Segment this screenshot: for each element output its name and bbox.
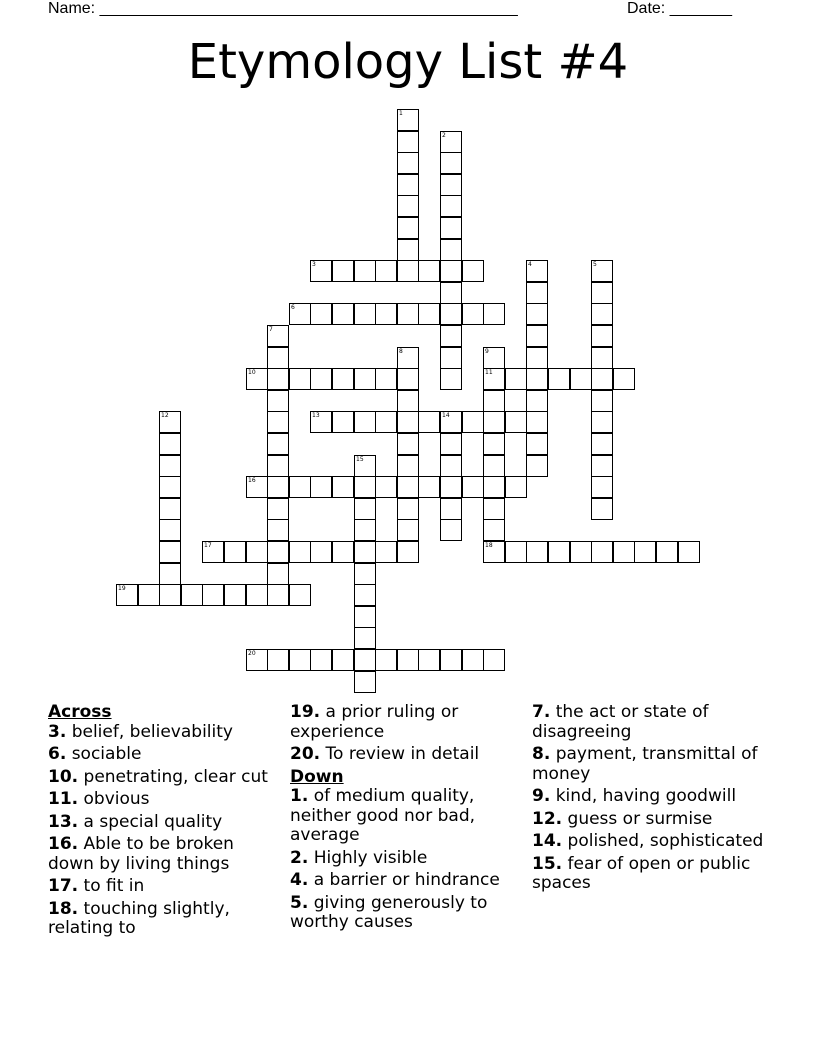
grid-cell[interactable] [591, 541, 613, 563]
grid-cell[interactable] [397, 390, 419, 412]
grid-cell[interactable] [570, 368, 592, 390]
grid-cell[interactable] [375, 303, 397, 325]
grid-cell[interactable] [505, 541, 527, 563]
grid-cell[interactable] [526, 455, 548, 477]
clue-number: 7. [532, 702, 551, 722]
grid-cell[interactable] [440, 282, 462, 304]
grid-cell[interactable] [289, 584, 311, 606]
grid-cell[interactable] [332, 368, 354, 390]
clue-across-3 [48, 723, 273, 743]
grid-cell[interactable] [505, 476, 527, 498]
grid-cell[interactable] [267, 433, 289, 455]
grid-cell[interactable] [289, 476, 311, 498]
clue-text: of medium quality, neither good nor bad, average [290, 786, 476, 845]
grid-cell[interactable] [246, 476, 268, 498]
grid-cell[interactable] [526, 347, 548, 369]
grid-cell[interactable] [548, 368, 570, 390]
grid-cell[interactable] [440, 152, 462, 174]
grid-cell-number: 4 [528, 261, 532, 268]
grid-cell[interactable] [310, 260, 332, 282]
grid-cell[interactable] [483, 303, 505, 325]
grid-cell[interactable] [397, 195, 419, 217]
clue-text: touching slightly, relating to [48, 898, 230, 938]
clue-across-10 [48, 768, 273, 788]
grid-cell[interactable] [159, 541, 181, 563]
clue-text: fear of open or public spaces [532, 853, 751, 893]
grid-cell[interactable] [440, 498, 462, 520]
clue-number: 19. [290, 702, 321, 722]
clue-across-13 [48, 813, 273, 833]
grid-cell[interactable] [462, 411, 484, 433]
clue-text: kind, having goodwill [550, 786, 737, 806]
grid-cell-number: 5 [593, 261, 597, 268]
grid-cell[interactable] [418, 476, 440, 498]
grid-cell[interactable] [354, 671, 376, 693]
date-field-label: Date: _______ [627, 0, 732, 17]
clue-text: Highly visible [308, 847, 428, 868]
clue-text: Able to be broken down by living things [48, 834, 234, 874]
grid-cell[interactable] [354, 649, 376, 671]
grid-cell[interactable] [267, 455, 289, 477]
across-heading: Across [48, 702, 112, 722]
grid-cell-number: 6 [291, 304, 295, 311]
grid-cell[interactable] [570, 541, 592, 563]
grid-cell[interactable] [526, 390, 548, 412]
grid-cell[interactable] [354, 476, 376, 498]
grid-cell[interactable] [483, 498, 505, 520]
grid-cell[interactable] [354, 368, 376, 390]
grid-cell[interactable] [375, 411, 397, 433]
grid-cell[interactable] [526, 433, 548, 455]
grid-cell-number: 17 [204, 542, 212, 549]
clue-across-16 [48, 835, 273, 874]
grid-cell[interactable] [591, 455, 613, 477]
grid-cell[interactable] [159, 563, 181, 585]
grid-cell[interactable] [591, 368, 613, 390]
grid-cell[interactable] [202, 541, 224, 563]
grid-cell-number: 2 [442, 132, 446, 139]
grid-cell[interactable] [656, 541, 678, 563]
grid-cell[interactable] [332, 649, 354, 671]
grid-cell-number: 1 [399, 110, 403, 117]
grid-cell[interactable] [375, 541, 397, 563]
grid-cell[interactable] [483, 368, 505, 390]
grid-cell[interactable] [440, 347, 462, 369]
grid-cell[interactable] [354, 606, 376, 628]
clue-number: 6. [48, 744, 67, 764]
grid-cell[interactable] [483, 519, 505, 541]
grid-cell[interactable] [526, 541, 548, 563]
grid-cell[interactable] [267, 563, 289, 585]
grid-cell[interactable] [397, 152, 419, 174]
grid-cell[interactable] [418, 303, 440, 325]
grid-cell[interactable] [159, 455, 181, 477]
grid-cell[interactable] [483, 347, 505, 369]
grid-cell[interactable] [440, 649, 462, 671]
grid-cell[interactable] [548, 541, 570, 563]
grid-cell-number: 7 [269, 326, 273, 333]
grid-cell[interactable] [440, 174, 462, 196]
clue-down-5 [290, 894, 515, 933]
clue-text: the act or state of disagreeing [532, 702, 709, 742]
clue-text: to fit in [78, 876, 145, 896]
grid-cell[interactable] [397, 347, 419, 369]
grid-cell[interactable] [462, 476, 484, 498]
grid-cell[interactable] [246, 368, 268, 390]
grid-cell[interactable] [591, 433, 613, 455]
grid-cell[interactable] [483, 541, 505, 563]
grid-cell[interactable] [591, 411, 613, 433]
page-title: Etymology List #4 [187, 34, 629, 90]
grid-cell[interactable] [289, 368, 311, 390]
grid-cell[interactable] [267, 541, 289, 563]
clue-number: 15. [532, 853, 563, 874]
clue-down-12 [532, 810, 772, 830]
name-field-label: Name: _______________________________________________ [48, 0, 518, 17]
grid-cell[interactable] [116, 584, 138, 606]
grid-cell[interactable] [526, 282, 548, 304]
clue-down-4 [290, 871, 515, 891]
grid-cell[interactable] [505, 368, 527, 390]
grid-cell[interactable] [267, 411, 289, 433]
grid-cell[interactable] [418, 649, 440, 671]
grid-cell[interactable] [397, 411, 419, 433]
clues-column-3 [532, 703, 772, 897]
grid-cell[interactable] [634, 541, 656, 563]
grid-cell[interactable] [591, 282, 613, 304]
grid-cell[interactable] [159, 584, 181, 606]
grid-cell[interactable] [181, 584, 203, 606]
clue-text: a special quality [78, 811, 223, 832]
grid-cell[interactable] [267, 498, 289, 520]
clue-across-11 [48, 790, 273, 810]
grid-cell[interactable] [440, 325, 462, 347]
grid-cell[interactable] [440, 131, 462, 153]
clue-text: guess or surmise [562, 808, 713, 829]
grid-cell[interactable] [224, 584, 246, 606]
clue-across-20 [290, 745, 515, 765]
grid-cell[interactable] [462, 260, 484, 282]
grid-cell[interactable] [483, 411, 505, 433]
grid-cell[interactable] [483, 476, 505, 498]
clue-text: penetrating, clear cut [78, 766, 268, 787]
grid-cell[interactable] [440, 368, 462, 390]
clue-number: 14. [532, 831, 563, 851]
clue-down-15 [532, 855, 772, 894]
grid-cell[interactable] [310, 476, 332, 498]
grid-cell[interactable] [267, 325, 289, 347]
grid-cell-number: 16 [248, 477, 256, 484]
grid-cell[interactable] [591, 347, 613, 369]
clue-number: 10. [48, 766, 79, 787]
clue-across-6 [48, 745, 273, 765]
grid-cell[interactable] [678, 541, 700, 563]
grid-cell[interactable] [591, 303, 613, 325]
grid-cell[interactable] [159, 519, 181, 541]
grid-cell[interactable] [267, 368, 289, 390]
clue-down-7 [532, 703, 772, 742]
grid-cell[interactable] [591, 476, 613, 498]
grid-cell[interactable] [310, 649, 332, 671]
grid-cell[interactable] [397, 368, 419, 390]
clue-text: polished, sophisticated [562, 831, 764, 851]
grid-cell[interactable] [613, 541, 635, 563]
grid-cell[interactable] [267, 649, 289, 671]
grid-cell[interactable] [375, 476, 397, 498]
grid-cell[interactable] [397, 174, 419, 196]
grid-cell[interactable] [591, 260, 613, 282]
grid-cell[interactable] [267, 347, 289, 369]
grid-cell[interactable] [354, 584, 376, 606]
grid-cell[interactable] [354, 519, 376, 541]
grid-cell[interactable] [289, 541, 311, 563]
grid-cell[interactable] [397, 519, 419, 541]
grid-cell[interactable] [483, 390, 505, 412]
clue-number: 20. [290, 744, 321, 764]
clue-number: 9. [532, 786, 551, 806]
grid-cell[interactable] [591, 498, 613, 520]
clue-across-19 [290, 703, 515, 742]
grid-cell[interactable] [526, 325, 548, 347]
grid-cell[interactable] [397, 239, 419, 261]
grid-cell[interactable] [354, 541, 376, 563]
grid-cell[interactable] [375, 649, 397, 671]
clue-down-2 [290, 849, 515, 869]
clue-text: obvious [78, 789, 150, 809]
grid-cell[interactable] [397, 217, 419, 239]
clue-text: belief, believability [66, 721, 233, 742]
grid-cell[interactable] [526, 260, 548, 282]
grid-cell[interactable] [289, 303, 311, 325]
clue-text: a prior ruling or experience [290, 702, 459, 742]
grid-cell-number: 10 [248, 369, 256, 376]
grid-cell[interactable] [483, 649, 505, 671]
clues-column-2 [290, 703, 515, 936]
grid-cell[interactable] [440, 476, 462, 498]
grid-cell[interactable] [138, 584, 160, 606]
clue-text: a barrier or hindrance [308, 870, 500, 890]
grid-cell-number: 9 [485, 348, 489, 355]
grid-cell[interactable] [375, 260, 397, 282]
grid-cell[interactable] [613, 368, 635, 390]
grid-cell[interactable] [440, 195, 462, 217]
clue-number: 2. [290, 847, 309, 868]
clue-text: To review in detail [320, 744, 480, 764]
clue-down-8 [532, 745, 772, 784]
grid-cell[interactable] [505, 411, 527, 433]
grid-cell-number: 8 [399, 348, 403, 355]
grid-cell[interactable] [418, 260, 440, 282]
grid-cell[interactable] [397, 109, 419, 131]
clue-number: 18. [48, 898, 79, 919]
clue-number: 11. [48, 789, 79, 809]
grid-cell[interactable] [440, 239, 462, 261]
grid-cell[interactable] [397, 455, 419, 477]
grid-cell[interactable] [310, 368, 332, 390]
grid-cell[interactable] [354, 303, 376, 325]
grid-cell[interactable] [332, 476, 354, 498]
clue-text: payment, transmittal of money [532, 744, 758, 784]
grid-cell-number: 19 [118, 585, 126, 592]
clue-number: 17. [48, 876, 79, 896]
clue-down-9 [532, 787, 772, 807]
grid-cell[interactable] [526, 303, 548, 325]
grid-cell[interactable] [440, 519, 462, 541]
grid-cell[interactable] [159, 498, 181, 520]
clue-number: 3. [48, 721, 67, 742]
grid-cell[interactable] [462, 649, 484, 671]
grid-cell[interactable] [159, 433, 181, 455]
grid-cell[interactable] [332, 541, 354, 563]
clue-text: giving generously to worthy causes [290, 892, 488, 932]
grid-cell[interactable] [462, 303, 484, 325]
grid-cell[interactable] [440, 260, 462, 282]
grid-cell[interactable] [440, 433, 462, 455]
grid-cell[interactable] [246, 541, 268, 563]
grid-cell[interactable] [440, 411, 462, 433]
grid-cell[interactable] [159, 411, 181, 433]
grid-cell[interactable] [591, 390, 613, 412]
clues-column-1 [48, 703, 273, 942]
grid-cell[interactable] [397, 303, 419, 325]
clue-down-14 [532, 832, 772, 852]
clue-number: 12. [532, 808, 563, 829]
grid-cell[interactable] [246, 649, 268, 671]
clue-down-1 [290, 787, 515, 846]
grid-cell[interactable] [332, 260, 354, 282]
grid-cell[interactable] [526, 411, 548, 433]
grid-cell[interactable] [267, 476, 289, 498]
grid-cell[interactable] [310, 541, 332, 563]
grid-cell-number: 12 [161, 412, 169, 419]
grid-cell[interactable] [591, 325, 613, 347]
grid-cell[interactable] [526, 368, 548, 390]
grid-cell[interactable] [354, 455, 376, 477]
grid-cell-number: 20 [248, 650, 256, 657]
grid-cell-number: 3 [312, 261, 316, 268]
grid-cell[interactable] [397, 541, 419, 563]
grid-cell[interactable] [267, 584, 289, 606]
grid-cell[interactable] [354, 260, 376, 282]
grid-cell[interactable] [354, 411, 376, 433]
grid-cell[interactable] [267, 519, 289, 541]
grid-cell[interactable] [397, 433, 419, 455]
grid-cell-number: 15 [356, 456, 364, 463]
grid-cell[interactable] [483, 455, 505, 477]
grid-cell[interactable] [397, 260, 419, 282]
grid-cell[interactable] [397, 476, 419, 498]
grid-cell[interactable] [397, 649, 419, 671]
grid-cell[interactable] [354, 498, 376, 520]
grid-cell[interactable] [418, 411, 440, 433]
grid-cell-number: 11 [485, 369, 493, 376]
grid-cell[interactable] [440, 303, 462, 325]
grid-cell[interactable] [332, 303, 354, 325]
grid-cell[interactable] [354, 627, 376, 649]
grid-cell-number: 18 [485, 542, 493, 549]
clue-number: 1. [290, 786, 309, 806]
clue-number: 5. [290, 892, 309, 913]
grid-cell[interactable] [310, 411, 332, 433]
grid-cell[interactable] [375, 368, 397, 390]
clue-number: 16. [48, 834, 79, 854]
grid-cell-number: 14 [442, 412, 450, 419]
grid-cell[interactable] [159, 476, 181, 498]
grid-cell[interactable] [354, 563, 376, 585]
clue-across-18 [48, 900, 273, 939]
grid-cell[interactable] [397, 498, 419, 520]
clue-across-17 [48, 877, 273, 897]
down-heading: Down [290, 766, 344, 787]
grid-cell[interactable] [310, 303, 332, 325]
clue-text: sociable [66, 744, 142, 764]
clue-number: 8. [532, 744, 551, 764]
grid-cell-number: 13 [312, 412, 320, 419]
grid-cell[interactable] [289, 649, 311, 671]
grid-cell[interactable] [246, 584, 268, 606]
grid-cell[interactable] [224, 541, 246, 563]
grid-cell[interactable] [332, 411, 354, 433]
grid-cell[interactable] [202, 584, 224, 606]
grid-cell[interactable] [267, 390, 289, 412]
clue-number: 4. [290, 870, 309, 890]
grid-cell[interactable] [483, 433, 505, 455]
clue-number: 13. [48, 811, 79, 832]
grid-cell[interactable] [440, 455, 462, 477]
grid-cell[interactable] [397, 131, 419, 153]
grid-cell[interactable] [440, 217, 462, 239]
